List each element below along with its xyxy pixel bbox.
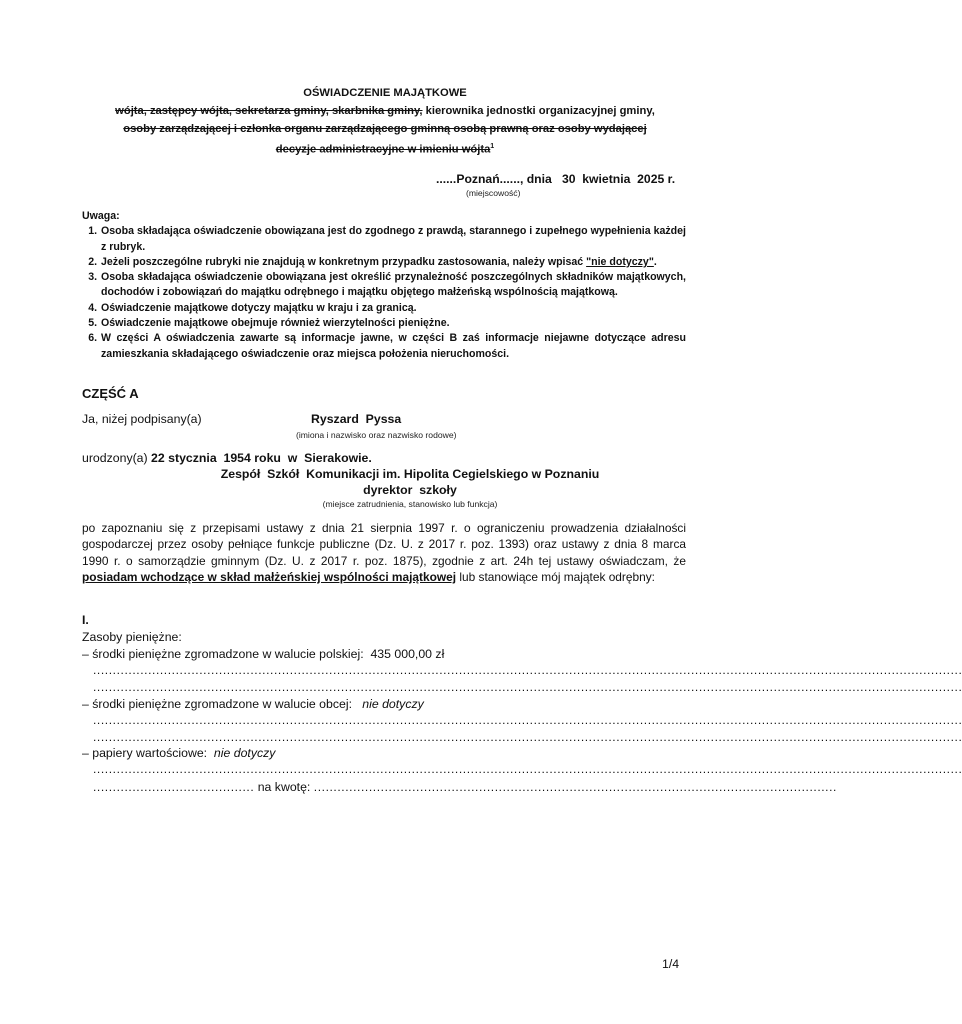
- name-caption: (imiona i nazwisko oraz nazwisko rodowe): [296, 430, 457, 440]
- uwaga-item: 3. Osoba składająca oświadczenie obowiązana jest określić przynależność poszczególnych składników majątkowych, dochodów i zobowiązań do majątku odrębnego i majątku objętego małżeńską wspólnością majątkową.: [100, 270, 686, 301]
- uwaga-section: [82, 209, 686, 362]
- securities-label: – papiery wartościowe:: [82, 746, 208, 760]
- workplace: Zespół Szkół Komunikacji im. Hipolita Cegielskiego w Poznaniu: [220, 467, 600, 481]
- section-heading: Zasoby pieniężne:: [82, 630, 182, 644]
- foreign-value: nie dotyczy: [362, 697, 424, 711]
- roles-rest: kierownika jednostki organizacyjnej gminy,: [422, 105, 655, 117]
- title-line: OŚWIADCZENIE MAJĄTKOWE: [303, 87, 467, 99]
- part-a-heading: CZĘŚĆ A: [82, 386, 139, 401]
- uwaga-item-text: Jeżeli poszczególne rubryki nie znajdują w konkretnym przypadku zastosowania, należy wpisać: [101, 255, 587, 268]
- dotted-line: .............................................................................................................................................................................................................................: [93, 663, 962, 677]
- title-subline-3: osoby zarządzającej i członka organu zarządzającego gminną osobą prawną oraz osoby wydającej: [123, 123, 647, 135]
- uwaga-item: 5. Oświadczenie majątkowe obejmuje również wierzytelności pieniężne.: [100, 316, 686, 331]
- securities-line: [82, 745, 275, 762]
- nie-dotyczy-quote: "nie dotyczy": [586, 255, 654, 268]
- page-number: 1/4: [662, 957, 680, 971]
- kwota-dots-right: .....................................................................................................................................: [313, 780, 837, 794]
- uwaga-item-end: .: [653, 255, 657, 268]
- uwaga-item: 1. Osoba składająca oświadczenie obowiązana jest do zgodnego z prawdą, starannego i zupełnego wypełnienia każdej z rubryk.: [100, 224, 686, 255]
- birth-line: [82, 450, 372, 467]
- dotted-line: .............................................................................................................................................................................................................................: [93, 730, 962, 744]
- dotted-line: .............................................................................................................................................................................................................................: [93, 713, 962, 727]
- struck-roles: wójta, zastępcy wójta, sekretarza gminy, skarbnika gminy,: [115, 105, 423, 117]
- dotted-line: .............................................................................................................................................................................................................................: [93, 762, 962, 776]
- statement-emphasis: posiadam wchodzące w skład małżeńskiej wspólności majątkowej: [82, 569, 457, 584]
- pln-label: – środki pieniężne zgromadzone w walucie polskiej:: [82, 647, 364, 661]
- footnote-mark: 1: [490, 143, 495, 150]
- born-value: 22 stycznia 1954 roku w Sierakowie.: [147, 451, 372, 465]
- place-caption: (miejscowość): [466, 188, 521, 198]
- job-position: dyrektor szkoły: [363, 483, 457, 497]
- securities-value: nie dotyczy: [213, 746, 276, 760]
- work-caption: (miejsce zatrudnienia, stanowisko lub funkcja): [322, 499, 498, 509]
- title-subline-2: [60, 102, 710, 120]
- uwaga-list: [82, 224, 686, 362]
- pln-value: 435 000,00 zł: [370, 647, 445, 661]
- uwaga-heading: Uwaga:: [82, 210, 120, 222]
- uwaga-item: [100, 255, 686, 270]
- title-subline-4-text: decyzje administracyjne w imieniu wójta: [275, 143, 491, 156]
- kwota-dots-left: .........................................: [93, 780, 255, 794]
- statement-text: po zapoznaniu się z przepisami ustawy z dnia 21 sierpnia 1997 r. o ograniczeniu prowadzenia działalności gospodarczej przez osoby pełniące funkcje publiczne (Dz. U. z 2017 r. poz. 1393) oraz ustawy z dnia 8 marca 1990 r. o samorządzie gminnym (Dz. U. z 2017 r. poz. 1875), zgodnie z art. 24h tej ustawy oświadczam, że: [82, 521, 686, 568]
- ja-label: Ja, niżej podpisany(a): [82, 412, 202, 426]
- uwaga-item: 6. W części A oświadczenia zawarte są informacje jawne, w części B zaś informacje niejawne dotyczące adresu zamieszkania składającego oświadczenie oraz miejsca położenia nieruchomości.: [100, 331, 686, 362]
- dotted-line: .............................................................................................................................................................................................................................: [93, 680, 962, 694]
- statement-end: lub stanowiące mój majątek odrębny:: [456, 569, 655, 584]
- born-label: urodzony(a): [82, 451, 148, 465]
- uwaga-item: 4. Oświadczenie majątkowe dotyczy majątku w kraju i za granicą.: [100, 301, 686, 316]
- pln-line: [82, 646, 444, 663]
- foreign-line: [82, 696, 424, 713]
- kwota-label: na kwotę:: [254, 780, 314, 794]
- section-numeral: I.: [82, 613, 89, 627]
- signatory-name: Ryszard Pyssa: [311, 412, 402, 426]
- title-subline-4: [60, 138, 710, 159]
- statement-paragraph: [82, 520, 686, 585]
- place-date: ......Poznań......, dnia 30 kwietnia 2025 r.: [436, 172, 676, 186]
- kwota-line: [93, 779, 837, 795]
- foreign-label: – środki pieniężne zgromadzone w walucie obcej:: [82, 697, 352, 711]
- document-title: [60, 84, 710, 159]
